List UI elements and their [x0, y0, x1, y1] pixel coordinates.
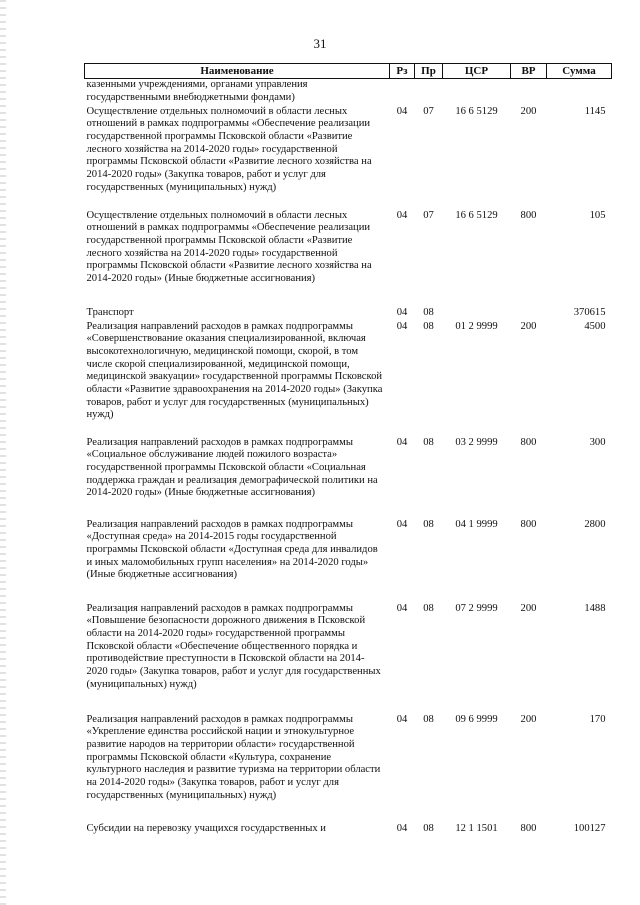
cell-sum: 2800 [584, 518, 606, 530]
cell-vr: 200 [520, 105, 537, 117]
cell-pr: 07 [423, 209, 434, 221]
table-row [85, 714, 612, 823]
cell-pr: 07 [423, 105, 434, 117]
cell-vr [511, 79, 547, 106]
cell-vr: 200 [520, 713, 537, 725]
cell-rz [390, 79, 415, 106]
table-row [85, 519, 612, 603]
cell-sum: 300 [589, 436, 606, 448]
cell-sum: 170 [589, 713, 606, 725]
column-header-sum: Сумма [547, 64, 612, 79]
table-row [85, 106, 612, 210]
table-header [85, 64, 612, 79]
column-header-name: Наименование [85, 64, 390, 79]
cell-pr: 08 [423, 713, 434, 725]
table-row [85, 603, 612, 714]
cell-sum: 105 [589, 209, 606, 221]
cell-vr: 200 [520, 602, 537, 614]
cell-name: Реализация направлений расходов в рамках подпрограммы «Доступная среда» на 2014-2015 годы государственной программы Псковской области «Доступная среда для инвалидов и иных маломобильных групп населения» на 2014-2020 годы» (Иные бюджетные ассигнования) [86, 518, 378, 581]
cell-name: Реализация направлений расходов в рамках подпрограммы «Социальное обслуживание людей пожилого возраста» государственной программы Псковской области «Социальная поддержка граждан и реализация демографической политики на 2014-2020 годы» (Иные бюджетные ассигнования) [86, 436, 378, 499]
cell-name: Реализация направлений расходов в рамках подпрограммы «Укрепление единства российской нации и этнокультурное развитие народов на территории области» государственной программы Псковской области «Культура, сохранение культурного наследия и развитие туризма на территории области на 2014-2020 годы» (Закупка товаров, работ и услуг для государственных (муниципальных) нужд) [86, 713, 381, 801]
cell-rz: 04 [396, 105, 408, 117]
cell-rz: 04 [396, 306, 408, 318]
column-header-csr: ЦСР [443, 64, 511, 79]
cell-vr: 800 [520, 822, 537, 834]
cell-csr: 16 6 5129 [455, 105, 498, 117]
column-header-rz: Рз [390, 64, 415, 79]
cell-csr: 12 1 1501 [455, 822, 498, 834]
cell-name: Транспорт [86, 306, 134, 318]
scan-edge [0, 0, 6, 905]
budget-table [84, 63, 612, 837]
cell-rz: 04 [396, 713, 408, 725]
cell-pr [415, 79, 443, 106]
cell-name: казенными учреждениями, органами управления государственными внебюджетными фондами) [86, 79, 308, 103]
cell-csr: 07 2 9999 [455, 602, 498, 614]
cell-sum: 370615 [573, 306, 606, 318]
cell-csr: 03 2 9999 [455, 436, 498, 448]
cell-rz: 04 [396, 320, 408, 332]
cell-sum: 1488 [584, 602, 606, 614]
column-header-pr: Пр [415, 64, 443, 79]
column-header-vr: ВР [511, 64, 547, 79]
cell-name: Осуществление отдельных полномочий в области лесных отношений в рамках подпрограммы «Обеспечение реализации государственной программы Псковской области «Развитие лесного хозяйства на 2014-2020 годы» государственной программы Псковской области «Развитие лесного хозяйства на 2014-2020 годы» (Закупка товаров, работ и услуг для государственных (муниципальных) нужд) [86, 105, 372, 193]
cell-rz: 04 [396, 602, 408, 614]
table-row [85, 823, 612, 837]
cell-name: Реализация направлений расходов в рамках подпрограммы «Совершенствование оказания специализированной, включая высокотехнологичную, медицинской помощи, скорой, в том числе скорой специализированной, медицинской помощи, медицинской эвакуации» государственной программы Псковской области «Развитие здравоохранения на 2014-2020 годы» (Закупка товаров, работ и услуг для государственных (муниципальных) нужд) [86, 320, 383, 421]
cell-csr: 01 2 9999 [455, 320, 498, 332]
cell-name: Реализация направлений расходов в рамках подпрограммы «Повышение безопасности дорожного движения в Псковской области на 2014-2020 годы» государственной программы Псковской области «Обеспечение общественного порядка и противодействие преступности в Псковской области на 2014-2020 годы» (Закупка товаров, работ и услуг для государственных (муниципальных) нужд) [86, 602, 381, 690]
cell-name: Субсидии на перевозку учащихся государственных и [86, 822, 326, 834]
cell-sum: 100127 [573, 822, 606, 834]
cell-csr: 04 1 9999 [455, 518, 498, 530]
cell-csr [443, 307, 511, 321]
cell-pr: 08 [423, 822, 434, 834]
cell-rz: 04 [396, 436, 408, 448]
cell-csr: 09 6 9999 [455, 713, 498, 725]
table-row [85, 307, 612, 321]
cell-sum [547, 79, 612, 106]
cell-vr: 200 [520, 320, 537, 332]
cell-pr: 08 [423, 518, 434, 530]
cell-pr: 08 [423, 602, 434, 614]
cell-csr: 16 6 5129 [455, 209, 498, 221]
table-row [85, 437, 612, 519]
table-row [85, 321, 612, 437]
page-number: 31 [313, 36, 327, 51]
cell-vr: 800 [520, 518, 537, 530]
cell-vr: 800 [520, 436, 537, 448]
cell-pr: 08 [423, 320, 434, 332]
cell-rz: 04 [396, 209, 408, 221]
cell-name: Осуществление отдельных полномочий в области лесных отношений в рамках подпрограммы «Обеспечение реализации государственной программы Псковской области «Развитие лесного хозяйства на 2014-2020 годы» государственной программы Псковской области «Развитие лесного хозяйства на 2014-2020 годы» (Иные бюджетные ассигнования) [86, 209, 372, 285]
cell-csr [443, 79, 511, 106]
cell-sum: 1145 [584, 105, 606, 117]
cell-sum: 4500 [584, 320, 606, 332]
cell-pr: 08 [423, 436, 434, 448]
table-row [85, 79, 612, 106]
cell-vr: 800 [520, 209, 537, 221]
cell-pr: 08 [423, 306, 434, 318]
cell-rz: 04 [396, 518, 408, 530]
cell-vr [511, 307, 547, 321]
table-body [85, 79, 612, 837]
table-row [85, 210, 612, 307]
cell-rz: 04 [396, 822, 408, 834]
